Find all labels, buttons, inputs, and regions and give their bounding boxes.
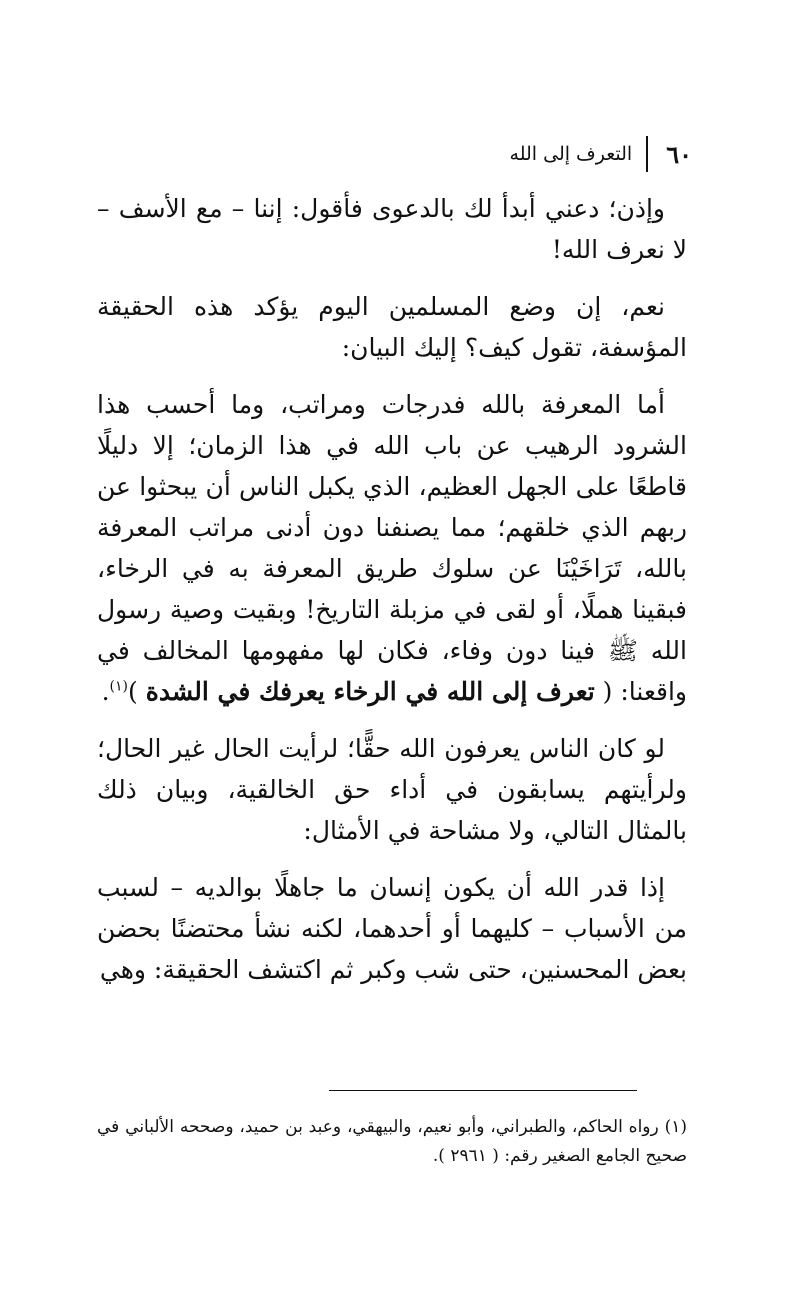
page-number: ٦٠ bbox=[666, 139, 692, 169]
paragraph-5: إذا قدر الله أن يكون إنسان ما جاهلًا بوالديه – لسبب من الأسباب – كليهما أو أحدهما، لكنه نشأ محتضنًا بحضن بعض المحسنين، حتى شب وكبر ثم اكتشف الحقيقة: وهي bbox=[97, 873, 687, 984]
paragraph-2: نعم، إن وضع المسلمين اليوم يؤكد هذه الحقيقة المؤسفة، تقول كيف؟ إليك البيان: bbox=[97, 292, 687, 362]
paragraph-3 bbox=[97, 384, 687, 712]
hadith-quote: تعرف إلى الله في الرخاء يعرفك في الشدة bbox=[145, 677, 595, 706]
footnote-divider bbox=[329, 1090, 637, 1091]
header-divider bbox=[646, 136, 648, 172]
quote-close: ) bbox=[128, 677, 138, 706]
paragraph-1: وإذن؛ دعني أبدأ لك بالدعوى فأقول: إننا – مع الأسف – لا نعرف الله! bbox=[97, 194, 687, 264]
footnote-reference: (١) bbox=[109, 678, 129, 695]
body-text bbox=[97, 188, 687, 1006]
footnote: (١) رواه الحاكم، والطبراني، وأبو نعيم، والبيهقي، وعبد بن حميد، وصححه الألباني في صحيح الجامع الصغير رقم: ( ٢٩٦١ ). bbox=[97, 1117, 687, 1166]
running-title: التعرف إلى الله bbox=[509, 143, 633, 165]
paragraph-3-text: أما المعرفة بالله فدرجات ومراتب، وما أحسب هذا الشرود الرهيب عن باب الله في هذا الزمان؛ إلا دليلًا قاطعًا على الجهل العظيم، الذي يكبل الناس أن يبحثوا عن ربهم الذي خلقهم؛ مما يصنفنا دون أدنى مراتب المعرفة بالله، تَرَاخَيْنَا عن سلوك طريق المعرفة به في الرخاء، فبقينا هملًا، أو لقى في مزبلة التاريخ! وبقيت وصية رسول الله ﷺ فينا دون وفاء، فكان لها مفهومها المخالف في واقعنا: ( bbox=[97, 390, 687, 706]
paragraph-4: لو كان الناس يعرفون الله حقًّا؛ لرأيت الحال غير الحال؛ ولرأيتهم يسابقون في أداء حق الخالقية، وبيان ذلك بالمثال التالي، ولا مشاحة في الأمثال: bbox=[97, 734, 687, 845]
paragraph-3-end: . bbox=[101, 677, 110, 706]
page-header bbox=[510, 134, 692, 174]
